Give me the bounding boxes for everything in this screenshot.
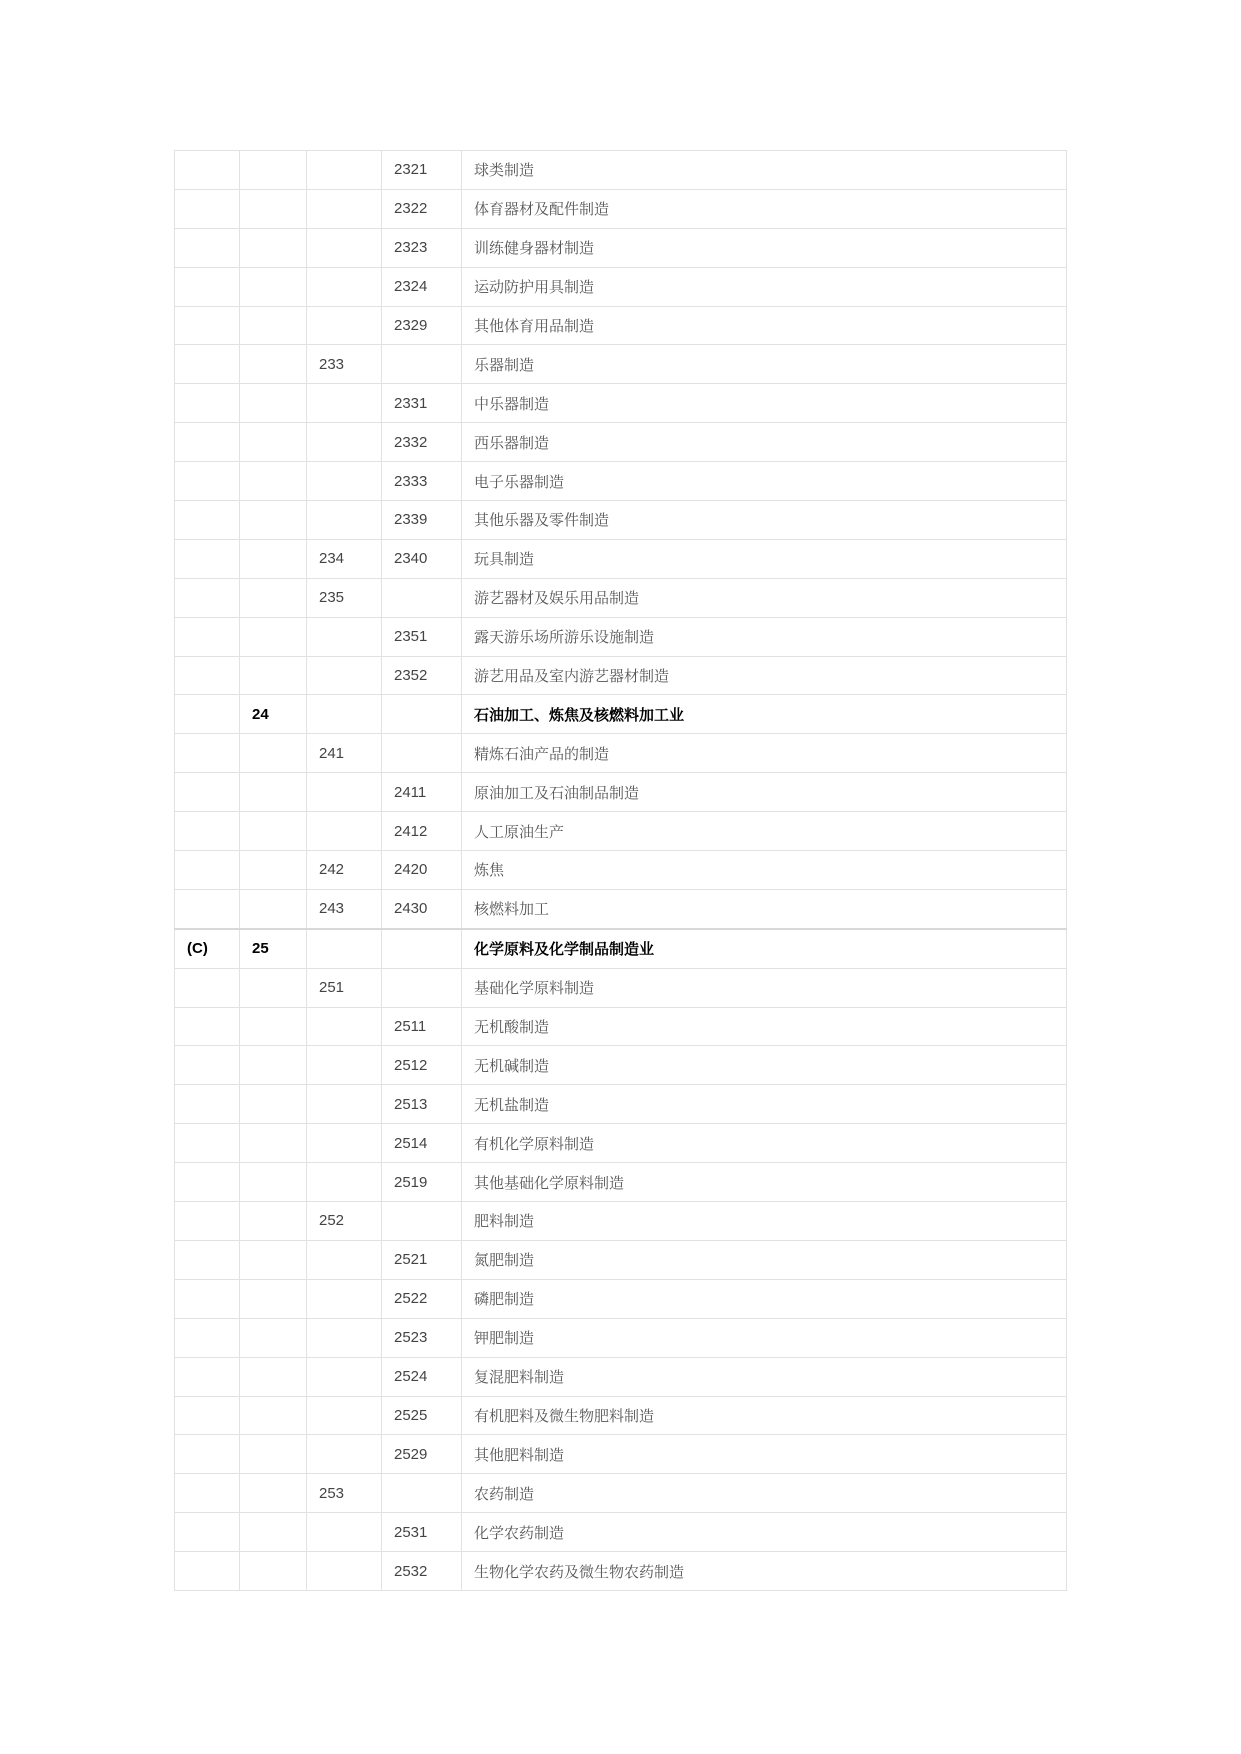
category-name-cell: 石油加工、炼焦及核燃料加工业 (462, 695, 1067, 734)
category-name-cell: 炼焦 (462, 851, 1067, 890)
category-name-cell: 精炼石油产品的制造 (462, 734, 1067, 773)
division-code-cell (240, 968, 307, 1007)
sector-code-cell (175, 1435, 240, 1474)
sector-code-cell (175, 462, 240, 501)
sector-code-cell (175, 1202, 240, 1241)
division-code-cell (240, 578, 307, 617)
group-code-cell (307, 1240, 382, 1279)
group-code-cell: 251 (307, 968, 382, 1007)
division-code-cell (240, 1318, 307, 1357)
table-row (175, 1552, 1067, 1591)
category-name-cell: 化学原料及化学制品制造业 (462, 929, 1067, 968)
category-name-cell: 运动防护用具制造 (462, 267, 1067, 306)
group-code-cell (307, 1357, 382, 1396)
division-code-cell: 25 (240, 929, 307, 968)
category-name-cell: 游艺器材及娱乐用品制造 (462, 578, 1067, 617)
table-row (175, 968, 1067, 1007)
division-code-cell (240, 889, 307, 928)
class-code-cell: 2513 (382, 1085, 462, 1124)
category-name-cell: 玩具制造 (462, 539, 1067, 578)
group-code-cell (307, 1124, 382, 1163)
table-row (175, 1435, 1067, 1474)
division-code-cell (240, 1124, 307, 1163)
category-name-cell: 农药制造 (462, 1474, 1067, 1513)
category-name-cell: 电子乐器制造 (462, 462, 1067, 501)
class-code-cell: 2522 (382, 1279, 462, 1318)
sector-code-cell (175, 267, 240, 306)
table-row (175, 539, 1067, 578)
sector-code-cell (175, 1318, 240, 1357)
category-name-cell: 复混肥料制造 (462, 1357, 1067, 1396)
sector-code-cell (175, 306, 240, 345)
class-code-cell (382, 1202, 462, 1241)
group-code-cell (307, 1007, 382, 1046)
table-row (175, 1279, 1067, 1318)
division-code-cell (240, 1279, 307, 1318)
category-name-cell: 肥料制造 (462, 1202, 1067, 1241)
sector-code-cell (175, 1552, 240, 1591)
class-code-cell: 2524 (382, 1357, 462, 1396)
division-code-cell (240, 812, 307, 851)
table-row (175, 773, 1067, 812)
division-code-cell (240, 267, 307, 306)
division-code-cell (240, 306, 307, 345)
sector-code-cell: (C) (175, 929, 240, 968)
group-code-cell: 243 (307, 889, 382, 928)
category-name-cell: 露天游乐场所游乐设施制造 (462, 617, 1067, 656)
sector-code-cell (175, 228, 240, 267)
division-code-cell (240, 1552, 307, 1591)
category-name-cell: 有机化学原料制造 (462, 1124, 1067, 1163)
table-row (175, 851, 1067, 890)
group-code-cell: 253 (307, 1474, 382, 1513)
class-code-cell: 2332 (382, 423, 462, 462)
table-row (175, 345, 1067, 384)
sector-code-cell (175, 384, 240, 423)
class-code-cell: 2411 (382, 773, 462, 812)
division-code-cell (240, 1240, 307, 1279)
group-code-cell (307, 1279, 382, 1318)
table-row (175, 1085, 1067, 1124)
table-row (175, 267, 1067, 306)
category-name-cell: 其他肥料制造 (462, 1435, 1067, 1474)
division-code-cell (240, 1474, 307, 1513)
category-name-cell: 体育器材及配件制造 (462, 189, 1067, 228)
sector-code-cell (175, 151, 240, 190)
sector-code-cell (175, 1085, 240, 1124)
sector-code-cell (175, 1240, 240, 1279)
class-code-cell (382, 968, 462, 1007)
division-code-cell (240, 189, 307, 228)
sector-code-cell (175, 539, 240, 578)
table-row (175, 1007, 1067, 1046)
industry-classification-table (174, 150, 1067, 1591)
class-code-cell: 2331 (382, 384, 462, 423)
class-code-cell: 2514 (382, 1124, 462, 1163)
group-code-cell (307, 1163, 382, 1202)
table-row (175, 656, 1067, 695)
category-name-cell: 中乐器制造 (462, 384, 1067, 423)
table-row (175, 1124, 1067, 1163)
group-code-cell (307, 267, 382, 306)
group-code-cell (307, 501, 382, 540)
table-row (175, 1240, 1067, 1279)
group-code-cell (307, 695, 382, 734)
table-row (175, 1046, 1067, 1085)
group-code-cell (307, 306, 382, 345)
group-code-cell (307, 1552, 382, 1591)
sector-code-cell (175, 773, 240, 812)
sector-code-cell (175, 1513, 240, 1552)
class-code-cell: 2339 (382, 501, 462, 540)
table-row (175, 189, 1067, 228)
group-code-cell (307, 929, 382, 968)
group-code-cell (307, 812, 382, 851)
sector-code-cell (175, 578, 240, 617)
class-code-cell (382, 695, 462, 734)
group-code-cell (307, 228, 382, 267)
category-name-cell: 其他基础化学原料制造 (462, 1163, 1067, 1202)
category-name-cell: 基础化学原料制造 (462, 968, 1067, 1007)
sector-code-cell (175, 695, 240, 734)
sector-code-cell (175, 1163, 240, 1202)
class-code-cell: 2512 (382, 1046, 462, 1085)
division-code-cell (240, 539, 307, 578)
category-name-cell: 无机碱制造 (462, 1046, 1067, 1085)
class-code-cell: 2532 (382, 1552, 462, 1591)
division-code-cell (240, 423, 307, 462)
division-code-cell (240, 617, 307, 656)
group-code-cell (307, 423, 382, 462)
sector-code-cell (175, 345, 240, 384)
division-code-cell: 24 (240, 695, 307, 734)
group-code-cell (307, 462, 382, 501)
table-row (175, 1202, 1067, 1241)
group-code-cell (307, 773, 382, 812)
division-code-cell (240, 345, 307, 384)
class-code-cell: 2352 (382, 656, 462, 695)
category-name-cell: 训练健身器材制造 (462, 228, 1067, 267)
sector-code-cell (175, 617, 240, 656)
sector-code-cell (175, 1279, 240, 1318)
sector-code-cell (175, 1046, 240, 1085)
category-name-cell: 氮肥制造 (462, 1240, 1067, 1279)
group-code-cell (307, 1318, 382, 1357)
category-name-cell: 化学农药制造 (462, 1513, 1067, 1552)
group-code-cell: 242 (307, 851, 382, 890)
class-code-cell: 2412 (382, 812, 462, 851)
table-row (175, 1357, 1067, 1396)
category-name-cell: 人工原油生产 (462, 812, 1067, 851)
division-code-cell (240, 501, 307, 540)
table-row (175, 1396, 1067, 1435)
category-name-cell: 球类制造 (462, 151, 1067, 190)
class-code-cell: 2511 (382, 1007, 462, 1046)
class-code-cell: 2521 (382, 1240, 462, 1279)
sector-code-cell (175, 189, 240, 228)
category-name-cell: 乐器制造 (462, 345, 1067, 384)
division-code-cell (240, 851, 307, 890)
class-code-cell (382, 929, 462, 968)
group-code-cell (307, 656, 382, 695)
sector-code-cell (175, 1396, 240, 1435)
category-name-cell: 生物化学农药及微生物农药制造 (462, 1552, 1067, 1591)
division-code-cell (240, 1085, 307, 1124)
category-name-cell: 原油加工及石油制品制造 (462, 773, 1067, 812)
class-code-cell: 2321 (382, 151, 462, 190)
group-code-cell (307, 617, 382, 656)
division-code-cell (240, 1046, 307, 1085)
table-row (175, 929, 1067, 968)
table-row (175, 812, 1067, 851)
sector-code-cell (175, 968, 240, 1007)
table-row (175, 462, 1067, 501)
group-code-cell (307, 151, 382, 190)
table-row (175, 501, 1067, 540)
division-code-cell (240, 1202, 307, 1241)
class-code-cell (382, 345, 462, 384)
sector-code-cell (175, 1007, 240, 1046)
table-row (175, 1163, 1067, 1202)
group-code-cell: 233 (307, 345, 382, 384)
category-name-cell: 游艺用品及室内游艺器材制造 (462, 656, 1067, 695)
group-code-cell (307, 189, 382, 228)
table-row (175, 578, 1067, 617)
sector-code-cell (175, 812, 240, 851)
category-name-cell: 核燃料加工 (462, 889, 1067, 928)
table-row (175, 151, 1067, 190)
table-row (175, 617, 1067, 656)
group-code-cell (307, 1513, 382, 1552)
class-code-cell: 2340 (382, 539, 462, 578)
table-row (175, 695, 1067, 734)
group-code-cell: 241 (307, 734, 382, 773)
table-row (175, 228, 1067, 267)
class-code-cell: 2329 (382, 306, 462, 345)
sector-code-cell (175, 734, 240, 773)
division-code-cell (240, 1513, 307, 1552)
class-code-cell: 2323 (382, 228, 462, 267)
class-code-cell (382, 1474, 462, 1513)
sector-code-cell (175, 656, 240, 695)
sector-code-cell (175, 423, 240, 462)
category-name-cell: 其他乐器及零件制造 (462, 501, 1067, 540)
table-row (175, 1474, 1067, 1513)
sector-code-cell (175, 1124, 240, 1163)
table-row (175, 889, 1067, 928)
sector-code-cell (175, 1357, 240, 1396)
table-row (175, 423, 1067, 462)
class-code-cell: 2333 (382, 462, 462, 501)
table-row (175, 734, 1067, 773)
category-name-cell: 磷肥制造 (462, 1279, 1067, 1318)
category-name-cell: 钾肥制造 (462, 1318, 1067, 1357)
division-code-cell (240, 151, 307, 190)
class-code-cell: 2324 (382, 267, 462, 306)
class-code-cell (382, 578, 462, 617)
class-code-cell: 2322 (382, 189, 462, 228)
table-row (175, 306, 1067, 345)
sector-code-cell (175, 1474, 240, 1513)
table-row (175, 1318, 1067, 1357)
group-code-cell (307, 1435, 382, 1474)
class-code-cell: 2531 (382, 1513, 462, 1552)
division-code-cell (240, 1163, 307, 1202)
class-code-cell: 2529 (382, 1435, 462, 1474)
class-code-cell: 2519 (382, 1163, 462, 1202)
group-code-cell (307, 1046, 382, 1085)
category-name-cell: 其他体育用品制造 (462, 306, 1067, 345)
classification-table-container (174, 150, 1066, 1591)
division-code-cell (240, 1007, 307, 1046)
class-code-cell: 2525 (382, 1396, 462, 1435)
sector-code-cell (175, 851, 240, 890)
group-code-cell (307, 384, 382, 423)
division-code-cell (240, 1396, 307, 1435)
division-code-cell (240, 1435, 307, 1474)
table-body (175, 151, 1067, 1591)
group-code-cell: 235 (307, 578, 382, 617)
class-code-cell: 2430 (382, 889, 462, 928)
category-name-cell: 有机肥料及微生物肥料制造 (462, 1396, 1067, 1435)
division-code-cell (240, 1357, 307, 1396)
category-name-cell: 西乐器制造 (462, 423, 1067, 462)
class-code-cell (382, 734, 462, 773)
group-code-cell (307, 1085, 382, 1124)
category-name-cell: 无机盐制造 (462, 1085, 1067, 1124)
group-code-cell: 252 (307, 1202, 382, 1241)
class-code-cell: 2523 (382, 1318, 462, 1357)
category-name-cell: 无机酸制造 (462, 1007, 1067, 1046)
sector-code-cell (175, 889, 240, 928)
division-code-cell (240, 734, 307, 773)
group-code-cell (307, 1396, 382, 1435)
group-code-cell: 234 (307, 539, 382, 578)
sector-code-cell (175, 501, 240, 540)
division-code-cell (240, 462, 307, 501)
class-code-cell: 2420 (382, 851, 462, 890)
class-code-cell: 2351 (382, 617, 462, 656)
division-code-cell (240, 656, 307, 695)
division-code-cell (240, 228, 307, 267)
division-code-cell (240, 384, 307, 423)
table-row (175, 1513, 1067, 1552)
division-code-cell (240, 773, 307, 812)
table-row (175, 384, 1067, 423)
